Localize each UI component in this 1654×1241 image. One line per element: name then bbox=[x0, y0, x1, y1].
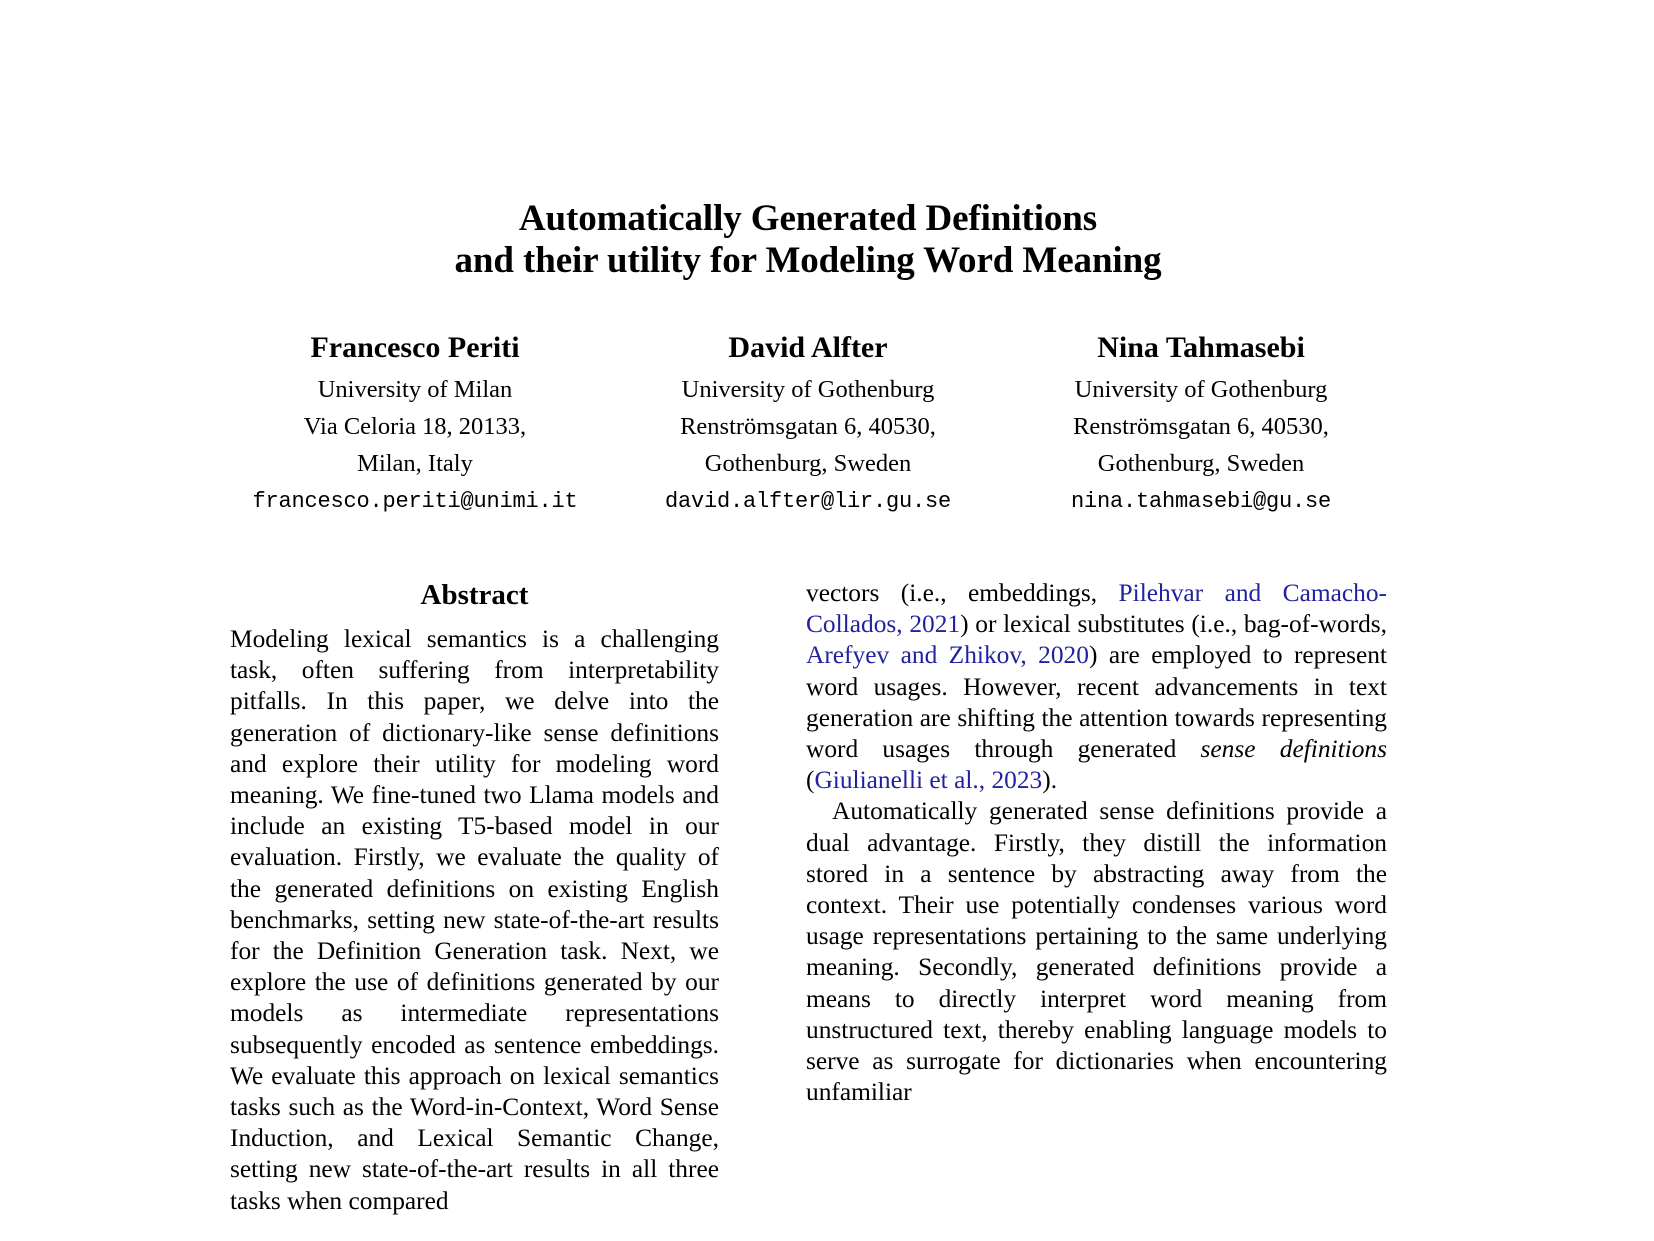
abstract-text: Modeling lexical semantics is a challenging task, often suffering from interpretability pitfalls. In this paper, we delve into the generation of dictionary-like sense definitions and explore their utility for modeling word meaning. We fine-tuned two Llama models and include an existing T5-based model in our evaluation. Firstly, we evaluate the quality of the generated definitions on existing English benchmarks, setting new state-of-the-art results for the Definition Generation task. Next, we explore the use of definitions generated by our models as intermediate representations subsequently encoded as sentence embeddings. We evaluate this approach on lexical semantics tasks such as the Word-in-Context, Word Sense Induction, and Lexical Semantic Change, setting new state-of-the-art results in all three tasks when compared bbox=[230, 625, 719, 1215]
author-address-line-2: Gothenburg, Sweden bbox=[704, 450, 912, 477]
intro-text-segment-1: vectors (i.e., embeddings, bbox=[806, 579, 1119, 607]
author-entry-1 bbox=[230, 328, 600, 520]
intro-text-segment-3: ) are employed to represent word usages. However, recent advancements in text generation are shifting the attention towards representing word usages through generated bbox=[806, 641, 1387, 764]
author-address-line-2: Milan, Italy bbox=[357, 450, 473, 477]
introduction-column bbox=[806, 578, 1387, 1241]
citation-link-giulianelli[interactable]: Giulianelli et al., 2023 bbox=[814, 766, 1043, 795]
abstract-column bbox=[230, 578, 719, 1241]
intro-paragraph-2: Automatically generated sense definitions provide a dual advantage. Firstly, they distill the information stored in a sentence by abstracting away from the context. Their use potentially condenses various word usage representations pertaining to the same underlying meaning. Secondly, generated definitions provide a means to directly interpret word meaning from unstructured text, thereby enabling language models to serve as surrogate for dictionaries when encountering unfamiliar bbox=[806, 797, 1387, 1107]
intro-paragraph-1 bbox=[806, 578, 1387, 796]
author-address-line-2: Gothenburg, Sweden bbox=[1097, 450, 1305, 477]
author-affiliation: University of Gothenburg bbox=[681, 376, 935, 403]
intro-text-segment-4: ( bbox=[806, 766, 815, 795]
intro-text-segment-5: ). bbox=[1042, 766, 1058, 795]
citation-link-pilehvar[interactable]: Pilehvar and Camacho-Collados, 2021 bbox=[806, 579, 1387, 639]
author-affiliation: University of Milan bbox=[317, 376, 513, 403]
author-name: Nina Tahmasebi bbox=[1097, 331, 1305, 364]
author-email[interactable]: david.alfter@lir.gu.se bbox=[664, 489, 952, 514]
paper-title bbox=[230, 198, 1386, 282]
citation-link-arefyev[interactable]: Arefyev and Zhikov, 2020 bbox=[806, 641, 1089, 670]
author-address-line-1: Renströmsgatan 6, 40530, bbox=[680, 413, 936, 440]
author-name: Francesco Periti bbox=[310, 331, 520, 364]
emphasis-sense-definitions: sense definitions bbox=[1200, 735, 1387, 764]
abstract-heading: Abstract bbox=[420, 579, 529, 611]
author-email[interactable]: nina.tahmasebi@gu.se bbox=[1070, 489, 1332, 514]
author-entry-3 bbox=[1016, 328, 1386, 520]
author-affiliation: University of Gothenburg bbox=[1074, 376, 1328, 403]
author-address-line-1: Renströmsgatan 6, 40530, bbox=[1073, 413, 1329, 440]
author-address-line-1: Via Celoria 18, 20133, bbox=[303, 413, 527, 440]
author-email[interactable]: francesco.periti@unimi.it bbox=[252, 489, 578, 514]
title-line-1: Automatically Generated Definitions bbox=[518, 198, 1098, 239]
author-block bbox=[230, 328, 1386, 520]
title-line-2: and their utility for Modeling Word Meaning bbox=[454, 240, 1162, 281]
intro-text-segment-2: ) or lexical substitutes (i.e., bag-of-words, bbox=[960, 610, 1387, 639]
author-entry-2 bbox=[623, 328, 993, 520]
author-name: David Alfter bbox=[728, 331, 888, 364]
